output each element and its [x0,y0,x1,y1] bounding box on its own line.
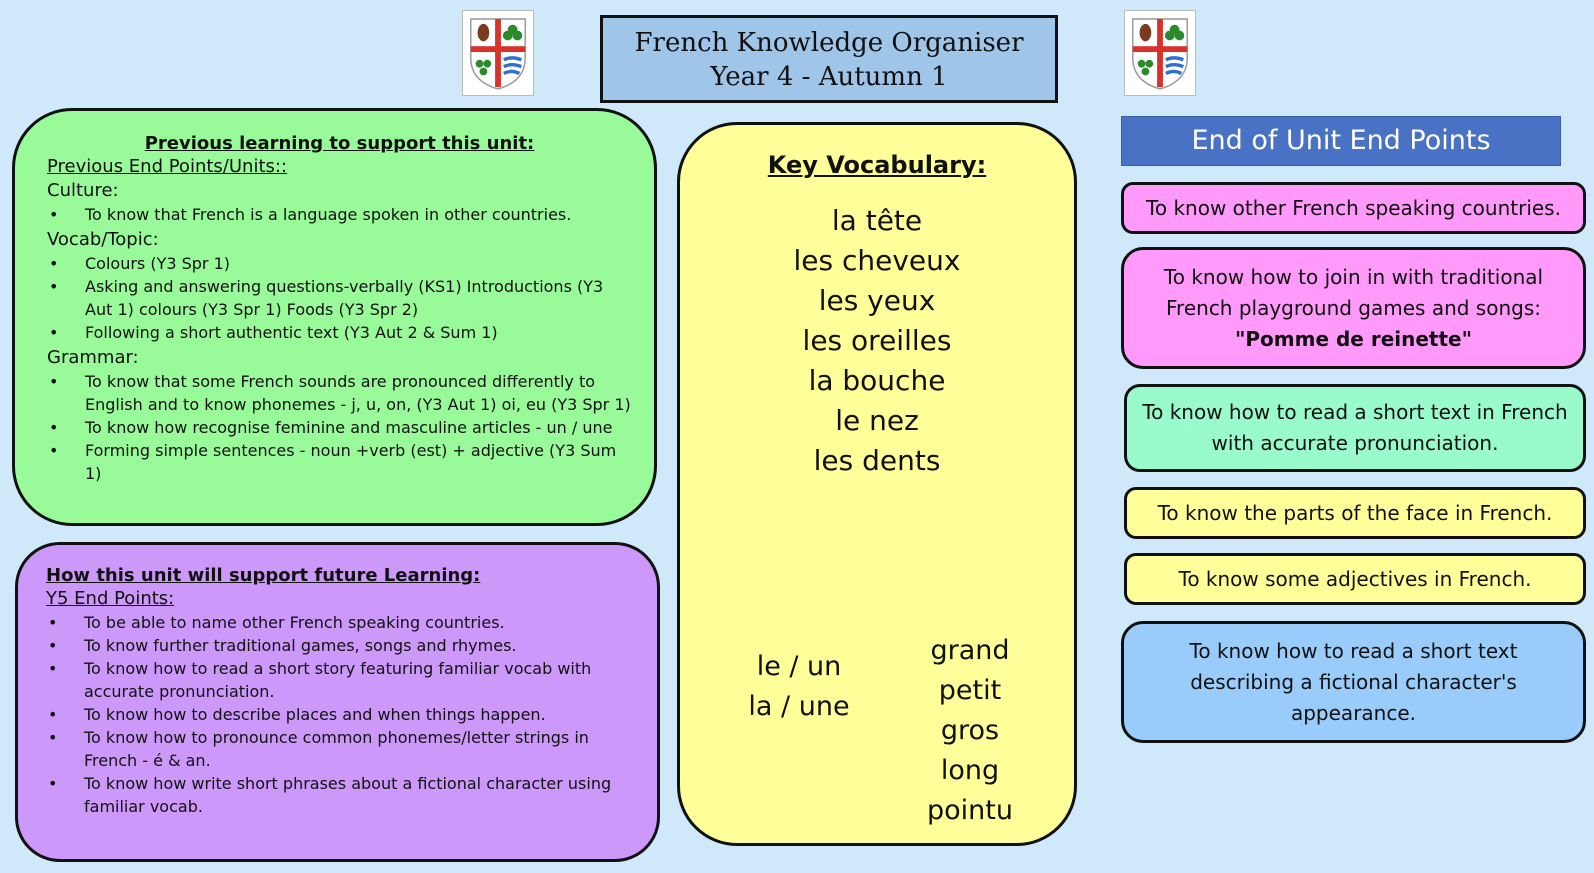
article-item: la / une [748,691,850,722]
vocab-word: les dents [813,444,941,477]
previous-learning-panel [12,108,657,526]
adjective-item: gros [940,715,1000,746]
y5-end-points-subheading: Y5 End Points: [46,588,175,609]
adjective-item: long [940,755,1000,786]
list-item: • To know how write short phrases about a fictional character using familiar vocab. [46,772,635,818]
list-item: • To know that French is a language spoken in other countries. [47,203,632,226]
previous-end-points-subheading: Previous End Points/Units:: [47,156,288,177]
vocab-word: la tête [831,204,923,237]
list-item: • To know how to pronounce common phonemes/letter strings in French - é & an. [46,726,635,772]
song-title: "Pomme de reinette" [1234,326,1473,351]
list-item: • Following a short authentic text (Y3 Aut 2 & Sum 1) [47,321,632,344]
school-crest-icon [1124,10,1196,96]
crest-shield-icon [463,11,533,95]
list-item: • To be able to name other French speaking countries. [46,611,635,634]
end-point-text: To know how to read a short text in French with accurate pronunciation. [1142,400,1568,455]
vocab-topic-list [47,252,632,344]
end-point-card [1124,553,1586,605]
end-point-text: To know how to read a short text describing a fictional character's appearance. [1189,638,1518,725]
adjective-item: grand [930,635,1010,666]
future-learning-heading: How this unit will support future Learning: [46,565,481,586]
vocabulary-word-list [680,201,1074,481]
school-crest-icon [462,10,534,96]
grammar-list [47,370,632,485]
future-learning-panel [15,542,660,862]
previous-learning-heading: Previous learning to support this unit: [144,133,535,154]
vocab-word: les oreilles [802,324,952,357]
adjective-item: pointu [927,795,1013,826]
list-item: • Forming simple sentences - noun +verb (est) + adjective (Y3 Sum 1) [47,439,632,485]
key-vocabulary-heading: Key Vocabulary: [767,151,987,179]
list-item: • Colours (Y3 Spr 1) [47,252,632,275]
end-point-card [1124,487,1586,539]
vocab-word: la bouche [808,364,946,397]
end-point-text-group [1136,262,1571,355]
list-item: • To know how to describe places and when things happen. [46,703,635,726]
article-list [714,647,884,727]
vocab-word: les cheveux [793,244,961,277]
end-point-card [1124,384,1586,472]
end-point-text: To know how to join in with traditional French playground games and songs: [1163,264,1544,320]
list-item: • To know that some French sounds are pronounced differently to English and to know phonemes - j, u, on, (Y3 Aut 1) oi, eu (Y3 Spr 1) [47,370,632,416]
title-line-2: Year 4 - Autumn 1 [710,62,948,92]
list-item: • Asking and answering questions-verbally (KS1) Introductions (Y3 Aut 1) colours (Y3 Spr 1) Foods (Y3 Spr 2) [47,275,632,321]
vocab-topic-label: Vocab/Topic: [47,229,159,250]
list-item: • To know how to read a short story featuring familiar vocab with accurate pronunciation. [46,657,635,703]
list-item: • To know how recognise feminine and masculine articles - un / une [47,416,632,439]
end-point-card [1121,247,1586,369]
page-title [600,15,1058,103]
end-point-text: To know the parts of the face in French. [1157,500,1553,525]
adjective-item: petit [938,675,1002,706]
vocab-word: les yeux [818,284,936,317]
end-point-card [1121,621,1586,743]
title-line-1: French Knowledge Organiser [634,28,1024,58]
future-learning-list [46,611,635,818]
crest-shield-icon [1125,11,1195,95]
culture-list [47,203,632,226]
end-point-text: To know other French speaking countries. [1146,195,1561,220]
key-vocabulary-panel [677,122,1077,846]
end-points-header: End of Unit End Points [1121,116,1561,166]
end-point-card [1121,182,1586,234]
list-item: • To know further traditional games, songs and rhymes. [46,634,635,657]
adjective-list [890,631,1050,831]
article-item: le / un [756,651,842,682]
culture-label: Culture: [47,180,119,201]
grammar-label: Grammar: [47,347,139,368]
vocab-word: le nez [835,404,919,437]
end-point-text: To know some adjectives in French. [1178,566,1532,591]
